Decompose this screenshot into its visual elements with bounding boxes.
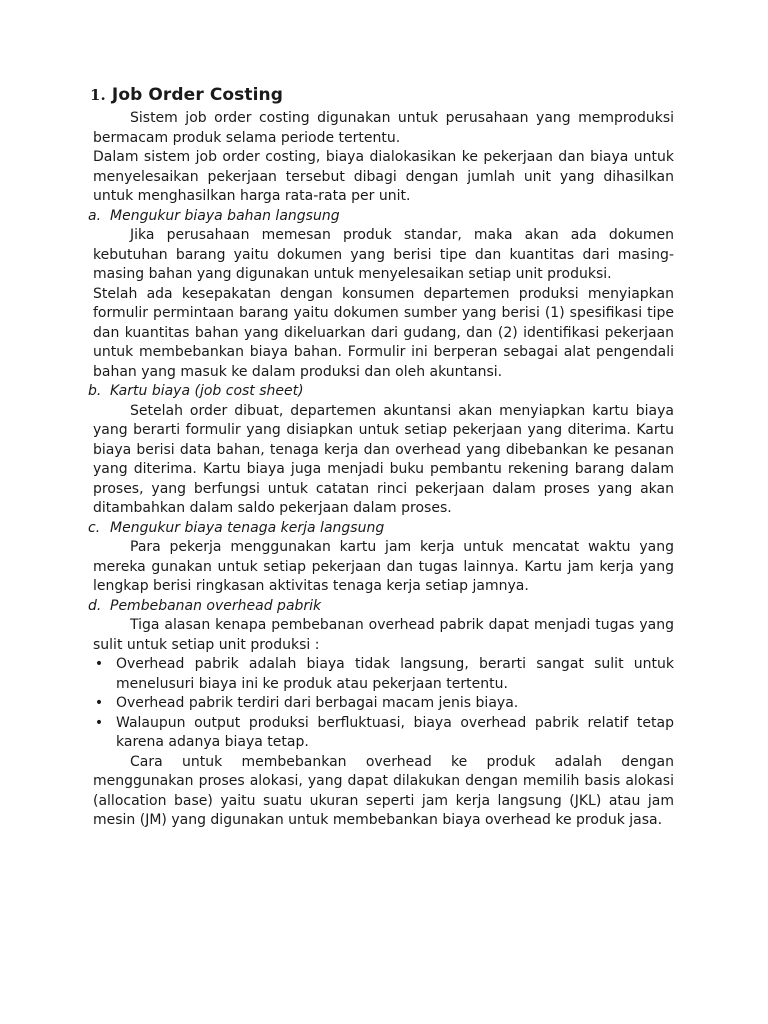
section-a-paragraph-1: Jika perusahaan memesan produk standar, maka akan ada dokumen kebutuhan barang yaitu dokumen yang berisi tipe dan kuantitas dari masing-masing bahan yang digunakan untuk menyelesaikan setiap unit produksi.: [93, 227, 674, 282]
overhead-reasons-list: [93, 655, 674, 753]
heading-title: Job Order Costing: [111, 85, 284, 105]
subheading-a-title: Mengukur biaya bahan langsung: [110, 207, 340, 224]
intro-paragraph-1: Sistem job order costing digunakan untuk perusahaan yang memproduksi bermacam produk selama periode tertentu.: [93, 110, 674, 146]
subheading-d-letter: d.: [88, 597, 102, 614]
subheading-c-title: Mengukur biaya tenaga kerja langsung: [110, 519, 385, 536]
list-item: [93, 655, 674, 694]
list-item: [93, 714, 674, 753]
list-item: [93, 694, 674, 714]
subheading-d-title: Pembebanan overhead pabrik: [110, 597, 322, 614]
section-d-closing: Cara untuk membebankan overhead ke produk adalah dengan menggunakan proses alokasi, yang dapat dilakukan dengan memilih basis alokasi (allocation base) yaitu suatu ukuran seperti jam kerja langsung (JKL) atau jam mesin (JM) yang digunakan untuk membebankan biaya overhead ke produk jasa.: [93, 753, 674, 828]
section-b-paragraph-1: Setelah order dibuat, departemen akuntansi akan menyiapkan kartu biaya yang berarti formulir yang disiapkan untuk setiap pekerjaan yang diterima. Kartu biaya berisi data bahan, tenaga kerja dan overhead yang dibebankan ke pesanan yang diterima. Kartu biaya juga menjadi buku pembantu rekening barang dalam proses, yang berfungsi untuk catatan rinci pekerjaan dalam proses yang akan ditambahkan dalam saldo pekerjaan dalam proses.: [93, 402, 674, 516]
subheading-c: [88, 519, 674, 539]
subheading-c-letter: c.: [88, 519, 101, 536]
intro-paragraph-2: Dalam sistem job order costing, biaya dialokasikan ke pekerjaan dan biaya untuk menyelesaikan pekerjaan tersebut dibagi dengan jumlah unit yang dihasilkan untuk menghasilkan harga rata-rata per unit.: [93, 149, 674, 204]
list-item-text: Overhead pabrik adalah biaya tidak langsung, berarti sangat sulit untuk menelusuri biaya ini ke produk atau pekerjaan tertentu.: [116, 656, 674, 692]
section-c-paragraph-1: Para pekerja menggunakan kartu jam kerja untuk mencatat waktu yang mereka gunakan untuk setiap pekerjaan dan tugas lainnya. Kartu jam kerja yang lengkap berisi ringkasan aktivitas tenaga kerja setiap jamnya.: [93, 539, 674, 594]
subheading-b-letter: b.: [88, 383, 102, 399]
subheading-b-title: Kartu biaya (job cost sheet): [110, 383, 304, 399]
subheading-d: [88, 597, 674, 617]
heading-number: 1.: [90, 86, 106, 104]
list-item-text: Overhead pabrik terdiri dari berbagai macam jenis biaya.: [116, 695, 519, 711]
bullet-icon: [93, 714, 105, 734]
subheading-b: [88, 382, 674, 402]
bullet-icon: [93, 655, 105, 675]
section-heading: [90, 84, 674, 106]
list-item-text: Walaupun output produksi berfluktuasi, biaya overhead pabrik relatif tetap karena adanya biaya tetap.: [116, 714, 674, 750]
section-d-lead: Tiga alasan kenapa pembebanan overhead pabrik dapat menjadi tugas yang sulit untuk setiap unit produksi :: [93, 617, 674, 653]
section-a-paragraph-2: Stelah ada kesepakatan dengan konsumen departemen produksi menyiapkan formulir permintaan barang yaitu dokumen sumber yang berisi (1) spesifikasi tipe dan kuantitas bahan yang dikeluarkan dari gudang, dan (2) identifikasi pekerjaan untuk membebankan biaya bahan. Formulir ini berperan sebagai alat pengendali bahan yang masuk ke dalam produksi dan oleh akuntansi.: [93, 285, 674, 380]
subheading-a: [88, 207, 674, 227]
bullet-icon: [93, 694, 105, 714]
subheading-a-letter: a.: [88, 207, 102, 224]
